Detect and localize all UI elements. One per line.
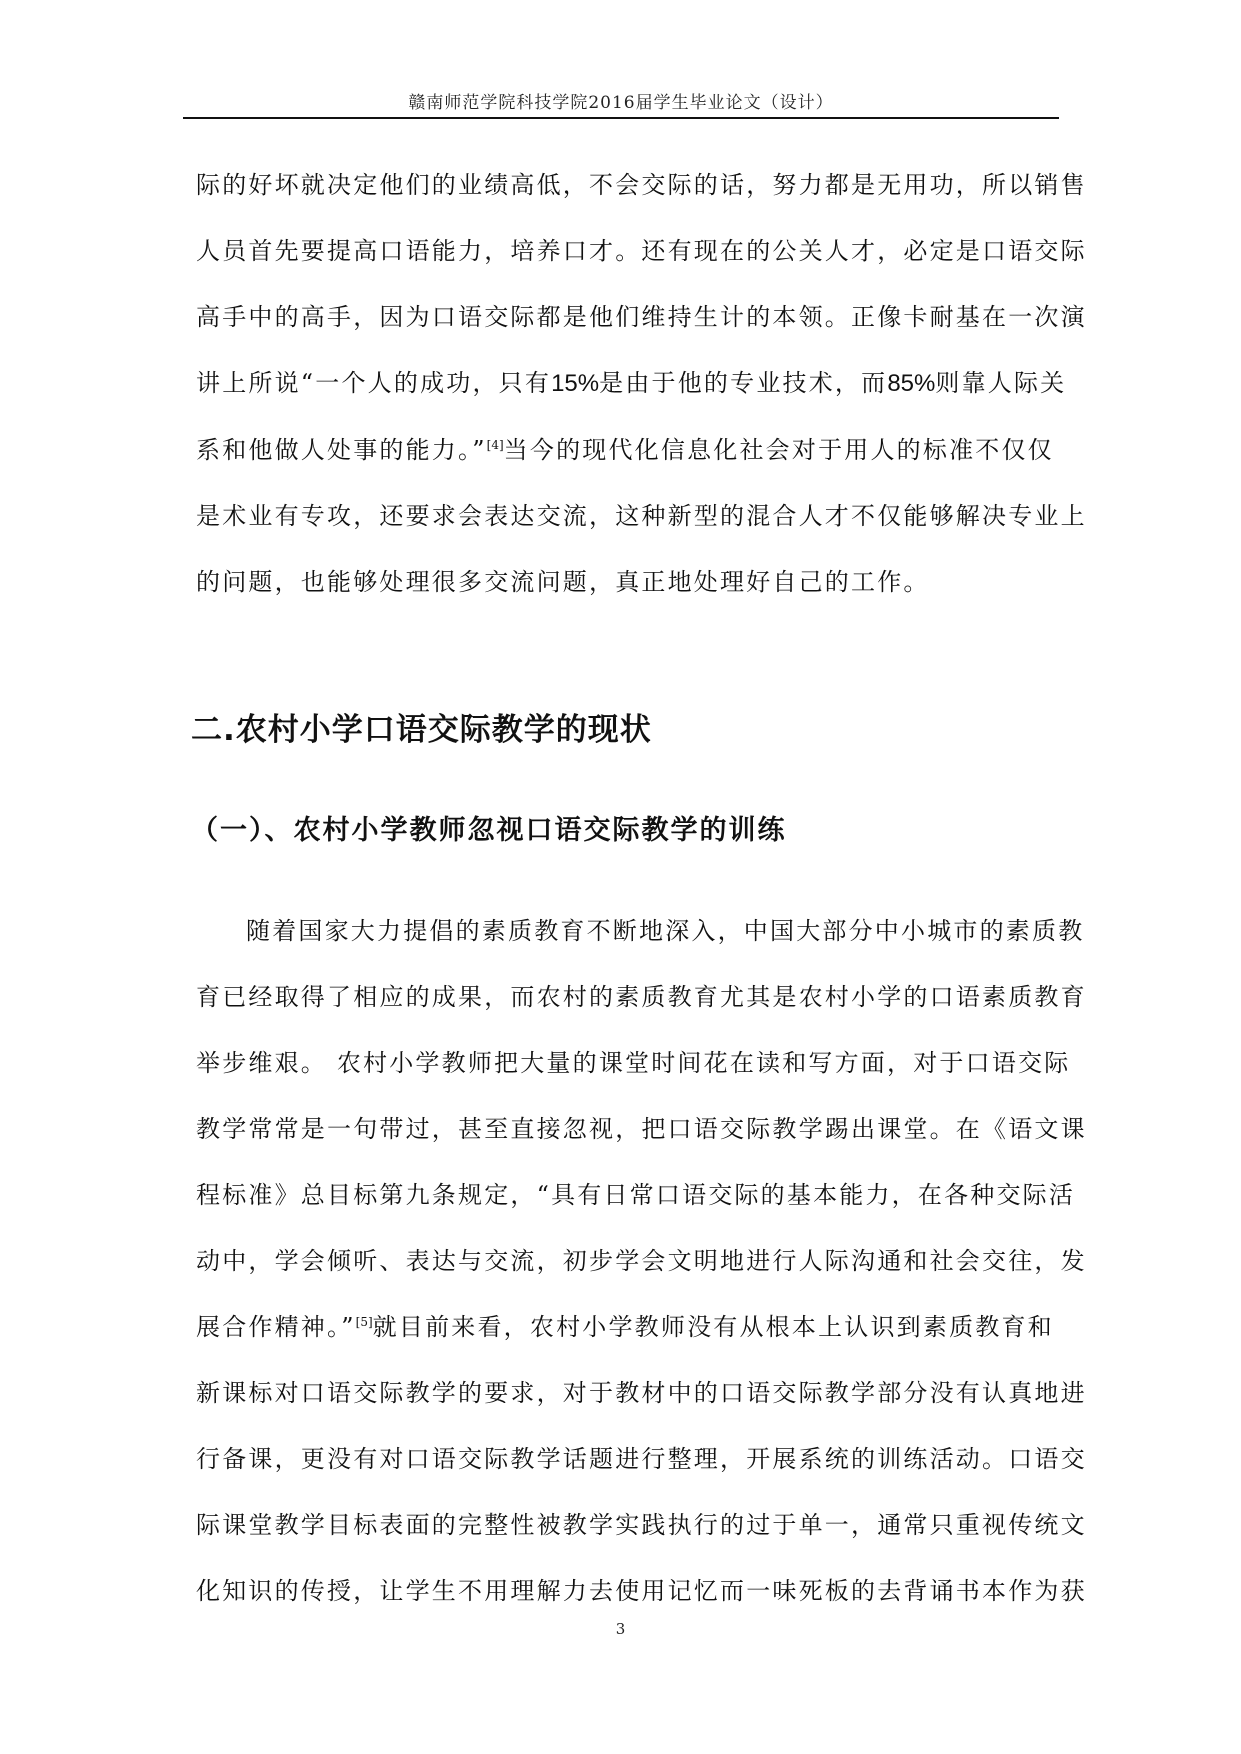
text-line: 人员首先要提高口语能力，培养口才。还有现在的公关人才，必定是口语交际 [196, 237, 1087, 265]
text-fragment: 展合作精神。” [196, 1313, 356, 1341]
text-line: 的问题，也能够处理很多交流问题，真正地处理好自己的工作。 [196, 568, 930, 596]
text-line-with-citation [196, 417, 1054, 483]
header-rule [183, 117, 1059, 119]
section-title: 二.农村小学口语交际教学的现状 [191, 712, 652, 748]
text-line: 化知识的传授，让学生不用理解力去使用记忆而一味死板的去背诵书本作为获 [196, 1577, 1087, 1605]
text-line-with-percentages [196, 350, 1067, 417]
citation-5: [5] [355, 1315, 373, 1329]
percentage-15: 15% [551, 370, 600, 397]
percentage-85: 85% [887, 370, 936, 397]
text-line: 教学常常是一句带过，甚至直接忽视，把口语交际教学踢出课堂。在《语文课 [196, 1115, 1087, 1143]
text-fragment: 系和他做人处事的能力。” [196, 436, 487, 464]
text-line: 随着国家大力提倡的素质教育不断地深入，中国大部分中小城市的素质教 [246, 917, 1085, 945]
intro-paragraph [196, 152, 1087, 615]
text-fragment: 则靠人际关 [935, 369, 1067, 397]
citation-4: [4] [486, 438, 504, 452]
text-line: 动中，学会倾听、表达与交流，初步学会文明地进行人际沟通和社会交往，发 [196, 1247, 1087, 1275]
text-fragment: 就目前来看，农村小学教师没有从根本上认识到素质教育和 [372, 1313, 1054, 1341]
page-number: 3 [615, 1620, 626, 1638]
text-line: 育已经取得了相应的成果，而农村的素质教育尤其是农村小学的口语素质教育 [196, 983, 1087, 1011]
text-fragment: 讲上所说“一个人的成功，只有 [196, 369, 552, 397]
body-paragraph [196, 898, 1087, 1624]
subsection-title: （一）、农村小学教师忽视口语交际教学的训练 [191, 815, 787, 846]
text-fragment: 当今的现代化信息化社会对于用人的标准不仅仅 [503, 436, 1054, 464]
text-line-with-citation [196, 1294, 1054, 1360]
page-header: 赣南师范学院科技学院2016届学生毕业论文（设计） [408, 93, 834, 113]
text-line: 新课标对口语交际教学的要求，对于教材中的口语交际教学部分没有认真地进 [196, 1379, 1087, 1407]
text-line: 举步维艰。 农村小学教师把大量的课堂时间花在读和写方面，对于口语交际 [196, 1049, 1071, 1077]
text-line: 行备课，更没有对口语交际教学话题进行整理，开展系统的训练活动。口语交 [196, 1445, 1087, 1473]
text-line: 是术业有专攻，还要求会表达交流，这种新型的混合人才不仅能够解决专业上 [196, 502, 1087, 530]
text-line: 程标准》总目标第九条规定，“具有日常口语交际的基本能力，在各种交际活 [196, 1181, 1076, 1209]
text-line: 际的好坏就决定他们的业绩高低，不会交际的话，努力都是无用功，所以销售 [196, 171, 1087, 199]
text-fragment: 是由于他的专业技术，而 [599, 369, 888, 397]
text-line: 际课堂教学目标表面的完整性被教学实践执行的过于单一，通常只重视传统文 [196, 1511, 1087, 1539]
text-line: 高手中的高手，因为口语交际都是他们维持生计的本领。正像卡耐基在一次演 [196, 303, 1087, 331]
